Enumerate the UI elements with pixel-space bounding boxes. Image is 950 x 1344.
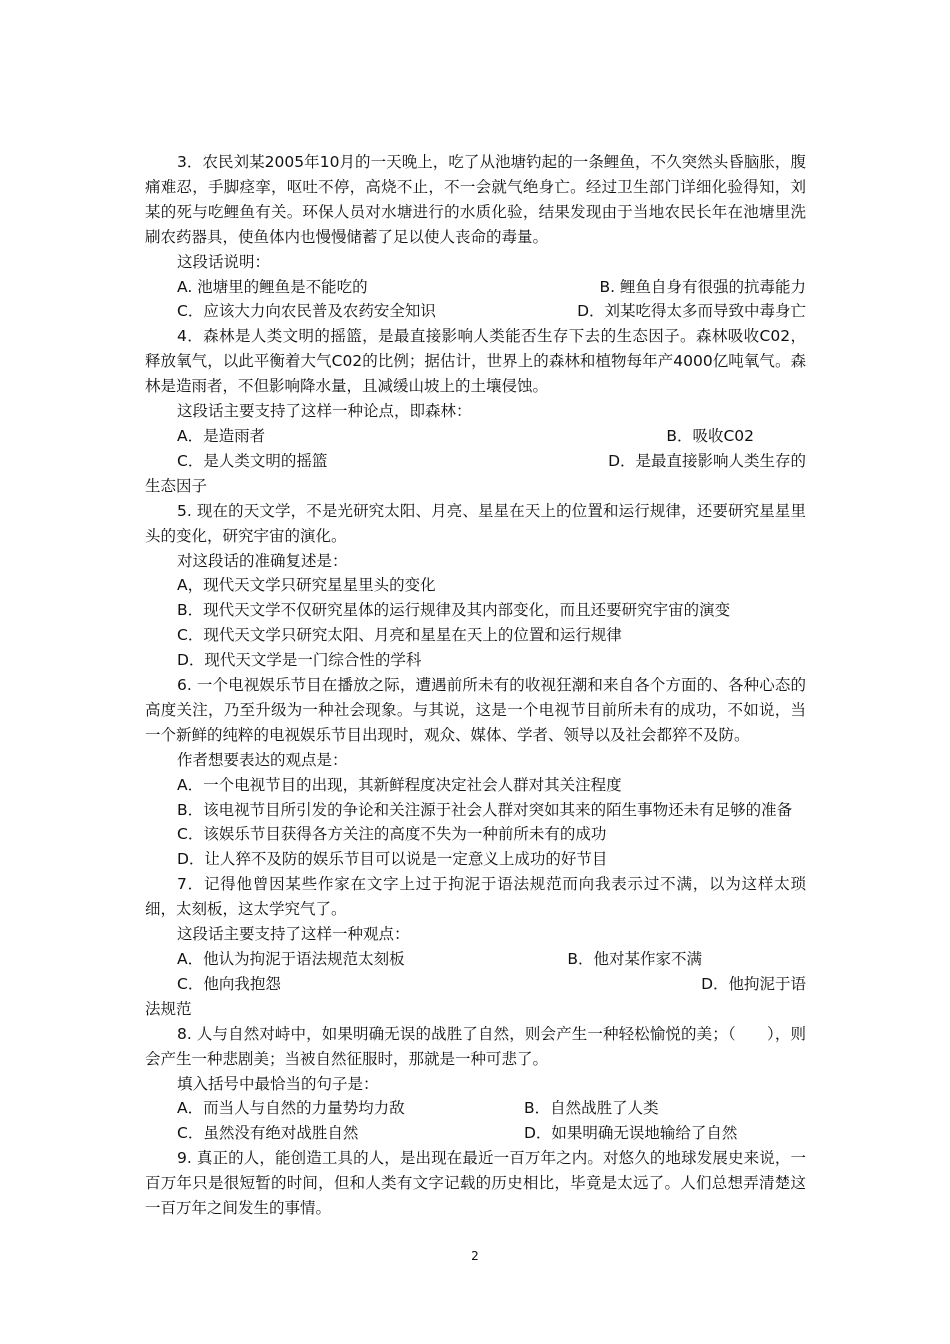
- option-7d: D．他拘泥于语: [701, 974, 806, 993]
- option-5d: D．现代天文学是一门综合性的学科: [177, 651, 422, 670]
- question-3-options-ab: [145, 275, 806, 300]
- option-6c: C．该娱乐节目获得各方关注的高度不失为一种前所未有的成功: [177, 825, 607, 844]
- option-7d-continued: 法规范: [145, 999, 192, 1018]
- option-4c: C．是人类文明的摇篮: [177, 451, 328, 470]
- option-3b: B. 鲤鱼自身有很强的抗毒能力: [599, 277, 806, 296]
- question-5-prompt: 对这段话的准确复述是：: [177, 551, 348, 570]
- document-body: [145, 150, 806, 1221]
- question-4-prompt: 这段话主要支持了这样一种论点，即森林：: [177, 402, 472, 421]
- question-5-stem: 5. 现在的天文学，不是光研究太阳、月亮、星星在天上的位置和运行规律，还要研究星星里头的变化，研究宇宙的演化。: [145, 501, 806, 545]
- question-4-options-ab: [145, 424, 806, 449]
- question-8-prompt: 填入括号中最恰当的句子是：: [177, 1074, 379, 1093]
- option-6b: B．该电视节目所引发的争论和关注源于社会人群对突如其来的陌生事物还未有足够的准备: [177, 800, 793, 819]
- option-4b: B．吸收C02: [666, 426, 754, 445]
- option-8b: B．自然战胜了人类: [524, 1099, 659, 1118]
- question-6-stem: 6. 一个电视娱乐节目在播放之际，遭遇前所未有的收视狂潮和来自各个方面的、各种心态的高度关注，乃至升级为一种社会现象。与其说，这是一个电视节目前所未有的成功，不如说，当一个新鲜的纯粹的电视娱乐节目出现时，观众、媒体、学者、领导以及社会都猝不及防。: [145, 676, 806, 744]
- option-3a: A. 池塘里的鲤鱼是不能吃的: [177, 277, 368, 296]
- question-7-options-ab: [145, 947, 806, 972]
- option-5a: A，现代天文学只研究星星里头的变化: [177, 576, 436, 595]
- question-7-options-cd: [145, 972, 806, 997]
- option-5b: B．现代天文学不仅研究星体的运行规律及其内部变化，而且还要研究宇宙的演变: [177, 601, 731, 620]
- option-8d: D．如果明确无误地输给了自然: [524, 1124, 738, 1143]
- question-3-options-cd: [145, 299, 806, 324]
- question-4-options-cd: [145, 449, 806, 474]
- option-3d: D．刘某吃得太多而导致中毒身亡: [577, 302, 806, 321]
- option-8c: C．虽然没有绝对战胜自然: [177, 1124, 359, 1143]
- question-8-stem: 8. 人与自然对峙中，如果明确无误的战胜了自然，则会产生一种轻松愉悦的美；（ ），则会产生一种悲剧美；当被自然征服时，那就是一种可悲了。: [145, 1024, 806, 1068]
- question-4-stem: 4．森林是人类文明的摇篮，是最直接影响人类能否生存下去的生态因子。森林吸收C02，释放氧气，以此平衡着大气C02的比例；据估计，世界上的森林和植物每年产4000亿吨氧气。森林是造雨者，不但影响降水量，且减缓山坡上的土壤侵蚀。: [145, 327, 806, 396]
- question-7-prompt: 这段话主要支持了这样一种观点：: [177, 925, 410, 944]
- question-8-options-cd: [145, 1121, 806, 1146]
- option-7c: C．他向我抱怨: [177, 974, 281, 993]
- option-7a: A．他认为拘泥于语法规范太刻板: [177, 950, 405, 968]
- question-8-options-ab: [145, 1096, 806, 1121]
- question-7-stem: 7．记得他曾因某些作家在文字上过于拘泥于语法规范而向我表示过不满，以为这样太琐细，太刻板，这太学究气了。: [145, 875, 806, 919]
- option-6d: D．让人猝不及防的娱乐节目可以说是一定意义上成功的好节目: [177, 850, 608, 869]
- page-number: 2: [471, 1249, 479, 1263]
- option-3c: C．应该大力向农民普及农药安全知识: [177, 302, 436, 321]
- option-4d-continued: 生态因子: [145, 476, 208, 495]
- question-3-prompt: 这段话说明：: [177, 252, 271, 271]
- question-3-stem: 3．农民刘某2005年10月的一天晚上，吃了从池塘钓起的一条鲤鱼，不久突然头昏脑胀，腹痛难忍，手脚痉挛，呕吐不停，高烧不止，不一会就气绝身亡。经过卫生部门详细化验得知，刘某的死与吃鲤鱼有关。环保人员对水塘进行的水质化验，结果发现由于当地农民长年在池塘里洗刷农药器具，使鱼体内也慢慢储蓄了足以使人丧命的毒量。: [145, 153, 806, 246]
- option-4a: A．是造雨者: [177, 426, 266, 445]
- option-4d: D．是最直接影响人类生存的: [608, 451, 806, 470]
- question-6-prompt: 作者想要表达的观点是：: [177, 750, 348, 769]
- question-9-stem: 9. 真正的人，能创造工具的人，是出现在最近一百万年之内。对悠久的地球发展史来说，一百万年只是很短暂的时间，但和人类有文字记载的历史相比，毕竟是太远了。人们总想弄清楚这一百万年之间发生的事情。: [145, 1149, 806, 1218]
- option-8a: A．而当人与自然的力量势均力敌: [177, 1099, 405, 1118]
- option-5c: C．现代天文学只研究太阳、月亮和星星在天上的位置和运行规律: [177, 626, 622, 645]
- option-7b: B．他对某作家不满: [567, 950, 702, 968]
- option-6a: A．一个电视节目的出现，其新鲜程度决定社会人群对其关注程度: [177, 775, 622, 794]
